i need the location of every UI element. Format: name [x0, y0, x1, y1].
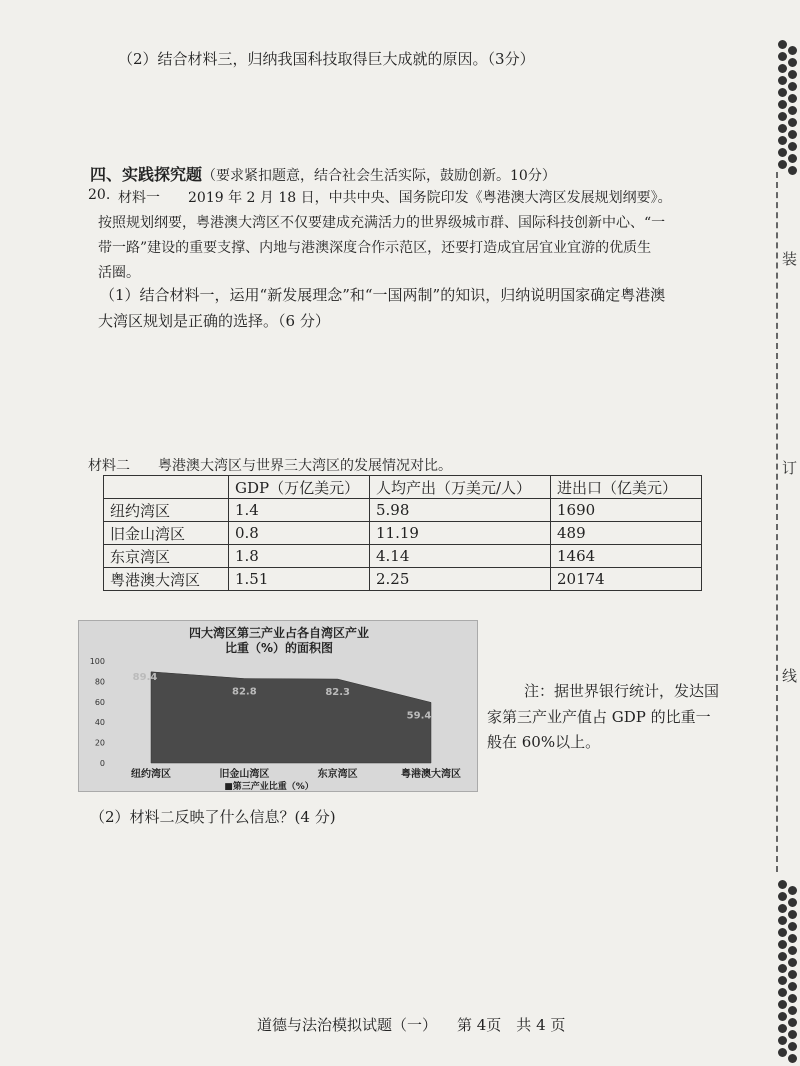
binding-hole-dot: [778, 1000, 787, 1009]
chart-legend: ■第三产业比重（%）: [224, 782, 314, 791]
binding-hole-dot: [778, 904, 787, 913]
y-tick-label: 100: [89, 657, 105, 666]
binding-hole-dot: [788, 898, 797, 907]
section-note: （要求紧扣题意，结合社会生活实际，鼓励创新。10分）: [202, 168, 556, 184]
footer-title: 道德与法治模拟试题（一）: [257, 1016, 438, 1034]
chart-note-line3: 般在 60%以上。: [487, 733, 601, 751]
binding-hole-dot: [788, 70, 797, 79]
binding-hole-dot: [778, 52, 787, 61]
q20-material1-line4: 活圈。: [98, 265, 140, 281]
binding-hole-dot: [788, 142, 797, 151]
binding-hole-dot: [788, 982, 797, 991]
binding-hole-dot: [788, 922, 797, 931]
table-header-cell: [104, 476, 229, 499]
binding-hole-dot: [778, 64, 787, 73]
y-tick-label: 0: [99, 759, 105, 768]
x-category-label: 东京湾区: [317, 769, 358, 780]
table-cell: 粤港澳大湾区: [104, 568, 229, 591]
y-tick-label: 20: [94, 738, 105, 748]
binding-hole-dot: [778, 988, 787, 997]
binding-hole-dot: [788, 130, 797, 139]
binding-hole-dot: [778, 112, 787, 121]
binding-hole-dot: [778, 1024, 787, 1033]
binding-hole-dot: [788, 886, 797, 895]
binding-dots-bottom: [776, 880, 800, 1060]
data-label: 89.4: [132, 671, 158, 683]
table-cell: 东京湾区: [104, 545, 229, 568]
binding-hole-dot: [778, 76, 787, 85]
q20-sub1-line1: （1）结合材料一，运用“新发展理念”和“一国两制”的知识，归纳说明国家确定粤港澳: [100, 286, 666, 304]
x-category-label: 纽约湾区: [131, 769, 171, 780]
table-cell: 0.8: [229, 522, 370, 545]
binding-hole-dot: [778, 100, 787, 109]
table-cell: 旧金山湾区: [104, 522, 229, 545]
chart-note-line2: 家第三产业产值占 GDP 的比重一: [487, 708, 711, 726]
binding-hole-dot: [788, 1006, 797, 1015]
table-cell: 1464: [551, 545, 702, 568]
binding-dots-top: [776, 40, 800, 170]
binding-hole-dot: [778, 940, 787, 949]
table-header-row: [104, 476, 702, 499]
binding-hole-dot: [788, 1030, 797, 1039]
y-tick-label: 60: [94, 697, 105, 707]
q20-material1-line1: 材料一 2019 年 2 月 18 日，中共中央、国务院印发《粤港澳大湾区发展规划纲要》。: [118, 190, 672, 206]
table-cell: 5.98: [370, 499, 551, 522]
binding-hole-dot: [778, 1048, 787, 1057]
table-cell: 1.51: [229, 568, 370, 591]
binding-hole-dot: [778, 160, 787, 169]
table-cell: 2.25: [370, 568, 551, 591]
material2-caption: 材料二 粤港澳大湾区与世界三大湾区的发展情况对比。: [88, 458, 452, 474]
q20-number: 20.: [88, 187, 111, 203]
q20-sub2: （2）材料二反映了什么信息？(4 分): [90, 808, 336, 826]
binding-hole-dot: [778, 964, 787, 973]
binding-hole-dot: [788, 946, 797, 955]
table-cell: 1690: [551, 499, 702, 522]
table-cell: 11.19: [370, 522, 551, 545]
binding-dashed-line: [776, 172, 778, 872]
binding-hole-dot: [778, 124, 787, 133]
binding-hole-dot: [778, 1012, 787, 1021]
table-cell: 4.14: [370, 545, 551, 568]
binding-hole-dot: [778, 40, 787, 49]
binding-hole-dot: [778, 148, 787, 157]
chart-title-line1: 四大湾区第三产业占各自湾区产业: [188, 626, 370, 640]
x-category-label: 旧金山湾区: [219, 769, 270, 780]
binding-hole-dot: [778, 976, 787, 985]
binding-hole-dot: [778, 916, 787, 925]
table-header-cell: GDP（万亿美元）: [229, 476, 370, 499]
binding-hole-dot: [778, 880, 787, 889]
binding-hole-dot: [778, 892, 787, 901]
binding-hole-dot: [788, 970, 797, 979]
y-tick-label: 80: [94, 677, 105, 687]
binding-hole-dot: [778, 952, 787, 961]
data-label: 82.3: [325, 687, 351, 699]
data-label: 59.4: [406, 710, 432, 722]
binding-hole-dot: [788, 154, 797, 163]
binding-hole-dot: [788, 118, 797, 127]
chart-title-line2: 比重（%）的面积图: [224, 641, 334, 655]
binding-hole-dot: [788, 1042, 797, 1051]
bay-area-comparison-table: [103, 475, 702, 591]
binding-hole-dot: [788, 1054, 797, 1063]
tertiary-industry-area-chart: [78, 620, 478, 792]
table-cell: 纽约湾区: [104, 499, 229, 522]
table-row: [104, 568, 702, 591]
area-series-tertiary-share: [151, 672, 431, 763]
q20-material1-line3: 带一路”建设的重要支撑、内地与港澳深度合作示范区，还要打造成宜居宜业宜游的优质生: [98, 240, 652, 256]
q20-material1-line2: 按照规划纲要，粤港澳大湾区不仅要建成充满活力的世界级城市群、国际科技创新中心、“一: [98, 215, 666, 231]
binding-hole-dot: [778, 88, 787, 97]
binding-hole-dot: [788, 82, 797, 91]
binding-hole-dot: [788, 1018, 797, 1027]
binding-hole-dot: [788, 58, 797, 67]
chart-svg: [79, 621, 477, 791]
y-tick-label: 40: [94, 718, 105, 728]
q20-sub1-line2: 大湾区规划是正确的选择。（6 分）: [98, 312, 330, 330]
binding-hole-dot: [788, 994, 797, 1003]
table-row: [104, 499, 702, 522]
section-heading: [90, 162, 556, 185]
table-cell: 489: [551, 522, 702, 545]
table-row: [104, 545, 702, 568]
chart-note-line1: 注：据世界银行统计，发达国: [524, 682, 720, 700]
binding-char-zhuang: 装: [782, 250, 798, 268]
binding-hole-dot: [788, 106, 797, 115]
table-row: [104, 522, 702, 545]
binding-hole-dot: [778, 1036, 787, 1045]
footer-page-number: 第 4页 共 4 页: [457, 1016, 566, 1034]
binding-hole-dot: [788, 94, 797, 103]
data-label: 82.8: [231, 686, 257, 698]
binding-hole-dot: [788, 958, 797, 967]
binding-hole-dot: [788, 46, 797, 55]
table-header-cell: 进出口（亿美元）: [551, 476, 702, 499]
table-cell: 1.8: [229, 545, 370, 568]
table-cell: 1.4: [229, 499, 370, 522]
binding-hole-dot: [788, 910, 797, 919]
previous-question: （2）结合材料三，归纳我国科技取得巨大成就的原因。（3分）: [118, 50, 535, 68]
binding-hole-dot: [778, 136, 787, 145]
binding-hole-dot: [788, 166, 797, 175]
binding-hole-dot: [788, 934, 797, 943]
table-cell: 20174: [551, 568, 702, 591]
section-title: 四、实践探究题: [90, 165, 203, 184]
binding-char-xian: 线: [782, 667, 798, 685]
binding-hole-dot: [778, 928, 787, 937]
binding-char-ding: 订: [782, 459, 798, 477]
table-header-cell: 人均产出（万美元/人）: [370, 476, 551, 499]
x-category-label: 粤港澳大湾区: [401, 769, 461, 780]
